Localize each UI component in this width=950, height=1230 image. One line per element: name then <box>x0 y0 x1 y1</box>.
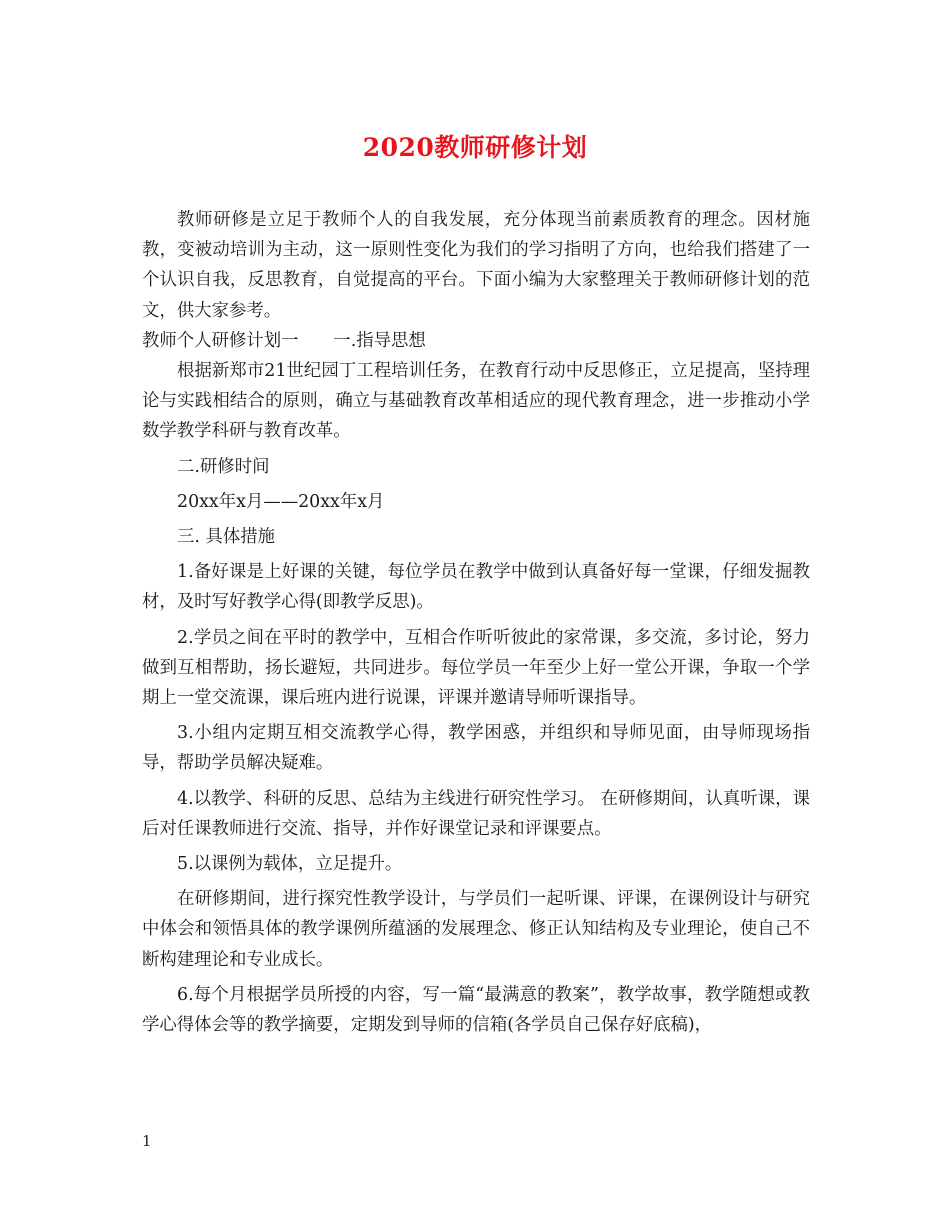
measure-item-5: 5.以课例为载体，立足提升。 <box>177 854 403 875</box>
heading-study-time: 二.研修时间 <box>177 456 270 477</box>
document-body <box>142 205 810 1040</box>
section-heading-plan-one: 教师个人研修计划一 一.指导思想 <box>142 330 426 351</box>
measure-item-6: 6.每个月根据学员所授的内容，写一篇“最满意的教案”，教学故事，教学随想或教学心得体会等的教学摘要，定期发到导师的信箱(各学员自己保存好底稿)， <box>142 984 810 1036</box>
document-title: 2020教师研修计划 <box>362 133 588 162</box>
paragraph-guiding-thought: 根据新郑市21世纪园丁工程培训任务，在教育行动中反思修正，立足提高，坚持理论与实践相结合的原则，确立与基础教育改革相适应的现代教育理念，进一步推动小学数学教学科研与教育改革。 <box>142 361 810 442</box>
page-number: 1 <box>142 1132 152 1150</box>
measure-item-3: 3.小组内定期互相交流教学心得，教学困惑，并组织和导师见面，由导师现场指导，帮助学员解决疑难。 <box>142 723 810 774</box>
intro-paragraph: 教师研修是立足于教师个人的自我发展，充分体现当前素质教育的理念。因材施教，变被动培训为主动，这一原则性变化为我们的学习指明了方向，也给我们搭建了一个认识自我，反思教育，自觉提高的平台。下面小编为大家整理关于教师研修计划的范文，供大家参考。 <box>142 210 810 321</box>
measure-item-2: 2.学员之间在平时的教学中，互相合作听听彼此的家常课，多交流，多讨论，努力做到互相帮助，扬长避短，共同进步。每位学员一年至少上好一堂公开课，争取一个学期上一堂交流课，课后班内进行说课，评课并邀请导师听课指导。 <box>142 627 810 709</box>
heading-measures: 三. 具体措施 <box>177 527 276 548</box>
measure-item-1: 1.备好课是上好课的关键，每位学员在教学中做到认真备好每一堂课，仔细发掘教材，及时写好教学心得(即教学反思)。 <box>142 562 810 613</box>
measure-item-5-detail: 在研修期间，进行探究性教学设计，与学员们一起听课、评课，在课例设计与研究中体会和领悟具体的教学课例所蕴涵的发展理念、修正认知结构及专业理论，使自己不断构建理论和专业成长。 <box>142 889 810 970</box>
paragraph-time-range: 20xx年x月——20xx年x月 <box>177 491 385 512</box>
measure-item-4: 4.以教学、科研的反思、总结为主线进行研究性学习。 在研修期间，认真听课，课后对任课教师进行交流、指导，并作好课堂记录和评课要点。 <box>142 788 810 839</box>
